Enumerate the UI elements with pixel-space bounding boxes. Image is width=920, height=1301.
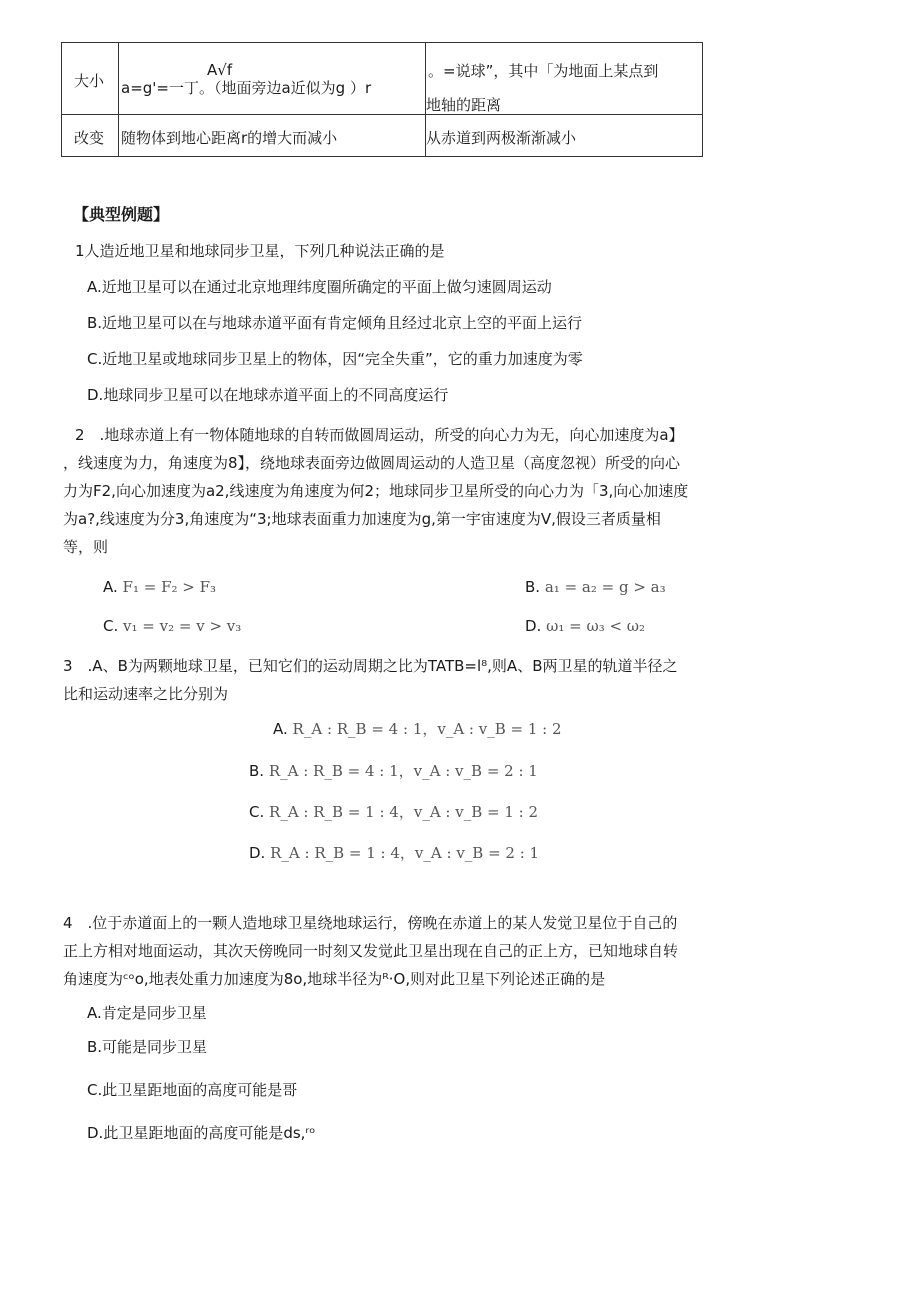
change-note: 从赤道到两极渐渐减小 (426, 129, 577, 147)
comparison-table (61, 42, 703, 157)
table-row (62, 43, 703, 115)
q4-option-d: D.此卫星距地面的高度可能是ds,ʳᵒ (87, 1124, 316, 1142)
option-letter: B. (249, 762, 265, 780)
note-line-1: 。=说球”，其中「为地面上某点到 (428, 62, 659, 80)
note-line-2: 地轴的距离 (426, 96, 502, 114)
table-cell-note (426, 115, 703, 157)
q1-option-c: C.近地卫星或地球同步卫星上的物体，因“完全失重”，它的重力加速度为零 (87, 350, 583, 368)
q4-option-a: A.肯定是同步卫星 (87, 1004, 207, 1022)
q2-option-c (103, 617, 241, 635)
option-formula: F₁ = F₂ > F₃ (122, 578, 217, 596)
option-letter: A. (273, 720, 288, 738)
q2-line-3: 力为F2,向心加速度为a2,线速度为角速度为何2；地球同步卫星所受的向心力为「3,向心加速度 (63, 482, 689, 500)
table-cell-label (62, 43, 119, 115)
table-cell-label (62, 115, 119, 157)
q2-option-a (103, 578, 216, 596)
q2-line-5: 等，则 (63, 538, 109, 556)
row-label: 改变 (74, 129, 105, 147)
option-formula: R_A : R_B = 1 : 4，v_A : v_B = 1 : 2 (269, 803, 539, 821)
q1-stem: 1人造近地卫星和地球同步卫星，下列几种说法正确的是 (75, 242, 445, 260)
option-letter: D. (525, 617, 542, 635)
q3-line-1: 3 .A、B为两颗地球卫星，已知它们的运动周期之比为TATB=l⁸,则A、B两卫星的轨道半径之 (63, 657, 678, 675)
table-row (62, 115, 703, 157)
q4-line-2: 正上方相对地面运动，其次天傍晚同一时刻又发觉此卫星出现在自己的正上方，已知地球自转 (63, 942, 679, 960)
q1-option-b: B.近地卫星可以在与地球赤道平面有肯定倾角且经过北京上空的平面上运行 (87, 314, 583, 332)
q2-line-1: 2 .地球赤道上有一物体随地球的自转而做圆周运动，所受的向心力为无，向心加速度为a】 (75, 426, 684, 444)
option-formula: R_A : R_B = 1 : 4，v_A : v_B = 2 : 1 (270, 844, 540, 862)
q4-line-1: 4 .位于赤道面上的一颗人造地球卫星绕地球运行，傍晚在赤道上的某人发觉卫星位于自己的 (63, 914, 678, 932)
option-letter: A. (103, 578, 118, 596)
formula-top: A√f (207, 61, 233, 79)
q3-option-b (249, 760, 538, 781)
q4-line-3: 角速度为ᶜᵒo,地表处重力加速度为8o,地球半径为ᴿ·O,则对此卫星下列论述正确的是 (63, 970, 606, 988)
table-cell-formula (119, 115, 426, 157)
q2-option-d (525, 617, 645, 635)
option-letter: C. (103, 617, 119, 635)
q2-line-4: 为a?,线速度为分3,角速度为“3;地球表面重力加速度为g,第一宇宙速度为V,假设三者质量相 (63, 510, 661, 528)
option-letter: B. (525, 578, 541, 596)
q1-option-d: D.地球同步卫星可以在地球赤道平面上的不同高度运行 (87, 386, 449, 404)
change-text: 随物体到地心距离r的增大而减小 (121, 129, 338, 147)
option-formula: a₁ = a₂ = g > a₃ (544, 578, 666, 596)
option-letter: D. (249, 844, 266, 862)
q2-option-b (525, 578, 666, 596)
formula-text: a=g'=一丁。（地面旁边a近似为g ）r (121, 79, 372, 97)
q4-option-c: C.此卫星距地面的高度可能是哥 (87, 1081, 298, 1099)
q1-option-a: A.近地卫星可以在通过北京地理纬度圈所确定的平面上做匀速圆周运动 (87, 278, 552, 296)
option-letter: C. (249, 803, 265, 821)
q3-option-d (249, 842, 539, 863)
table-cell-formula (119, 43, 426, 115)
q2-line-2: ，线速度为力，角速度为8】，绕地球表面旁边做圆周运动的人造卫星（高度忽视）所受的向心 (63, 454, 681, 472)
option-formula: R_A : R_B = 4 : 1，v_A : v_B = 1 : 2 (292, 720, 562, 738)
q3-option-a (273, 718, 562, 739)
option-formula: v₁ = v₂ = v > v₃ (123, 617, 242, 635)
q3-line-2: 比和运动速率之比分别为 (63, 685, 229, 703)
option-formula: R_A : R_B = 4 : 1，v_A : v_B = 2 : 1 (268, 762, 538, 780)
table-cell-note (426, 43, 703, 115)
section-heading: 【典型例题】 (73, 205, 170, 224)
q3-option-c (249, 801, 538, 822)
option-formula: ω₁ = ω₃ < ω₂ (546, 617, 646, 635)
row-label: 大小 (74, 72, 105, 90)
q4-option-b: B.可能是同步卫星 (87, 1038, 208, 1056)
